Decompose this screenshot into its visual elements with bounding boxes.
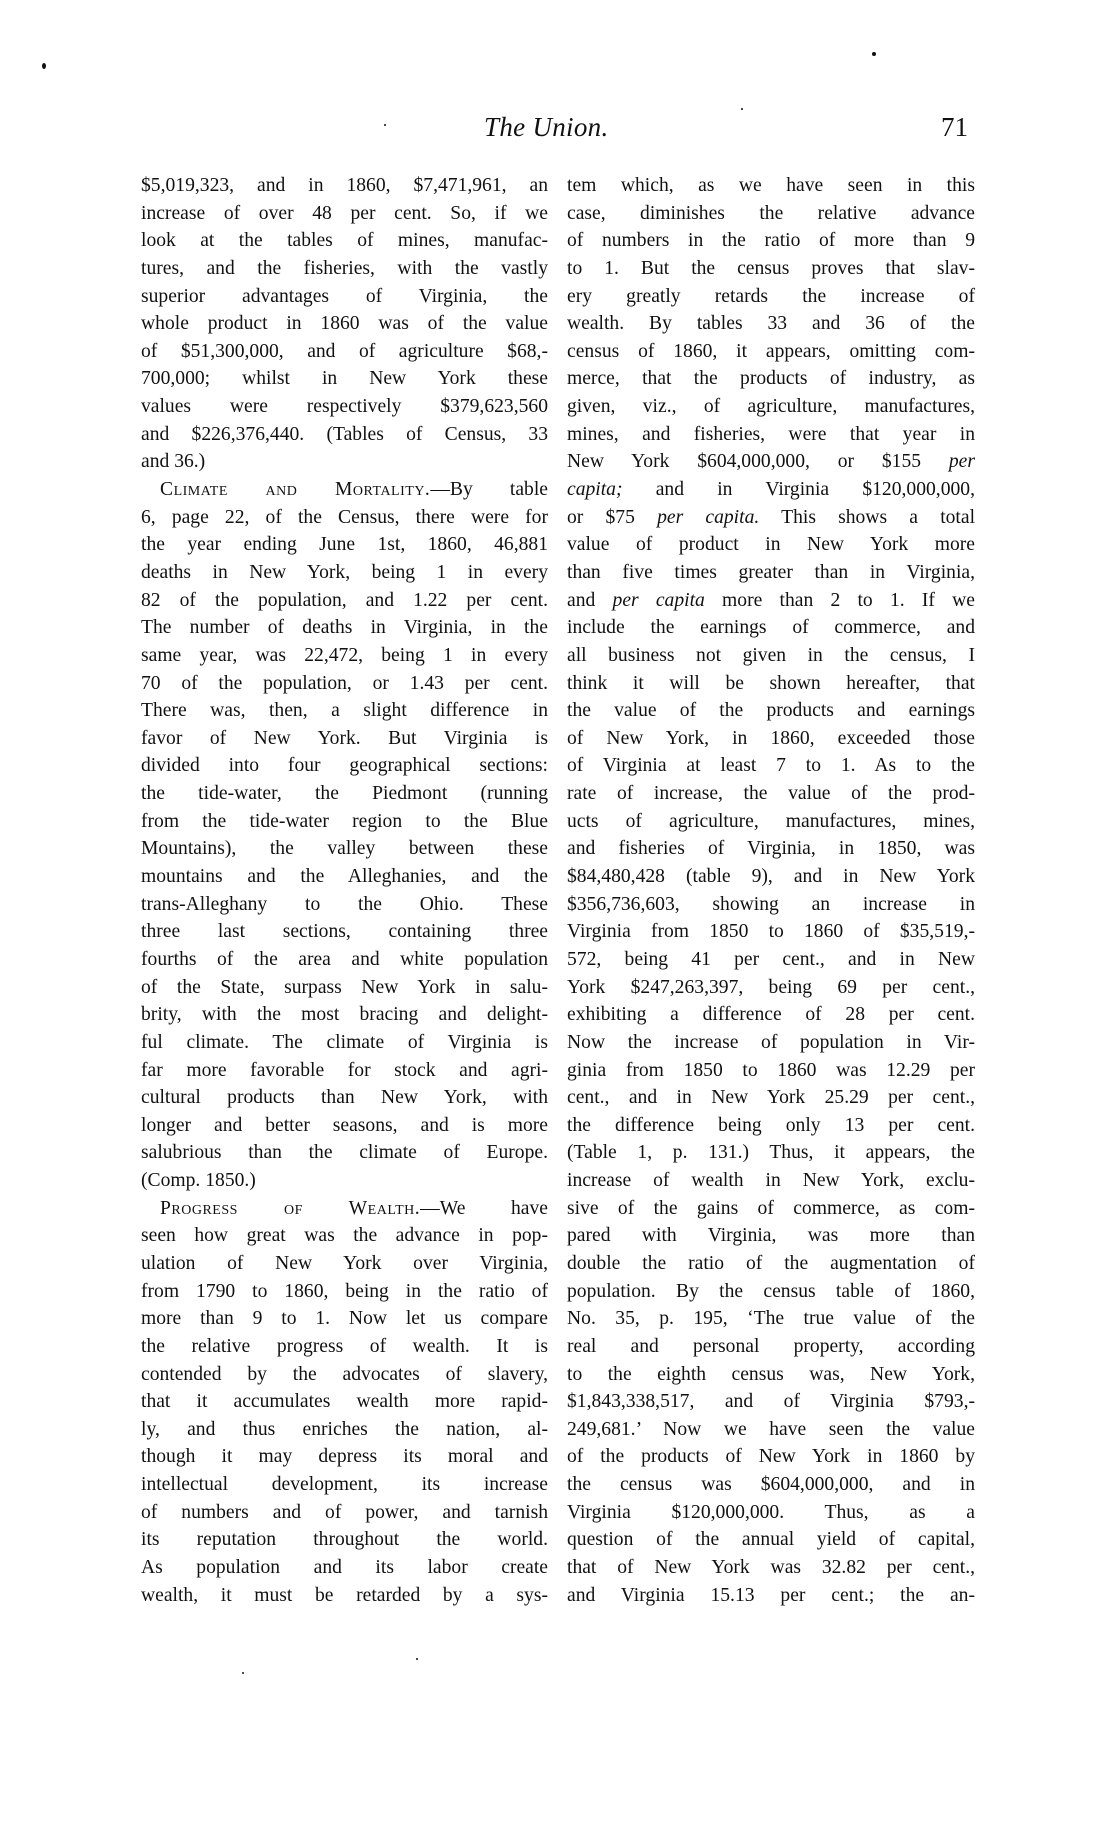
line-text: think it will be shown hereafter, that xyxy=(567,672,975,694)
line-text: the census was $604,000,000, and in xyxy=(567,1474,975,1496)
line-text: ful climate. The climate of Virginia is xyxy=(141,1031,548,1053)
text-line xyxy=(567,974,975,1002)
line-text: to the eighth census was, New York, xyxy=(567,1363,975,1385)
running-title: The Union. xyxy=(484,112,609,142)
line-text: or $75 xyxy=(567,506,658,528)
text-line xyxy=(141,1250,548,1278)
line-text: ucts of agriculture, manufactures, mines, xyxy=(567,810,975,832)
line-text: —By table xyxy=(430,479,548,501)
text-line xyxy=(141,448,548,476)
line-text: tem which, as we have seen in this xyxy=(567,175,975,196)
line-text: of the State, surpass New York in salu- xyxy=(141,976,548,998)
italic-text: per xyxy=(948,451,975,473)
line-text: and $226,376,440. (Tables of Census, 33 xyxy=(141,423,548,445)
running-head xyxy=(0,108,1120,148)
text-line xyxy=(141,1195,548,1223)
line-text: from 1790 to 1860, being in the ratio of xyxy=(141,1280,548,1302)
text-line xyxy=(141,642,548,670)
line-text: wealth. By tables 33 and 36 of the xyxy=(567,313,975,335)
italic-text: capita; xyxy=(567,479,623,501)
text-line xyxy=(141,1388,548,1416)
line-text: more than 2 to 1. If we xyxy=(704,589,975,611)
text-line xyxy=(141,1057,548,1085)
text-line xyxy=(141,1443,548,1471)
text-line xyxy=(567,1001,975,1029)
text-line xyxy=(567,393,975,421)
line-text: tures, and the fisheries, with the vastly xyxy=(141,257,548,279)
text-line xyxy=(141,725,548,753)
line-text: contended by the advocates of slavery, xyxy=(141,1363,548,1385)
line-text: $356,736,603, showing an increase in xyxy=(567,893,975,915)
line-text: brity, with the most bracing and delight- xyxy=(141,1004,548,1026)
text-line xyxy=(567,448,975,476)
text-line xyxy=(141,1001,548,1029)
line-text: and fisheries of Virginia, in 1850, was xyxy=(567,838,975,860)
text-line xyxy=(141,1139,548,1167)
text-line xyxy=(141,1029,548,1057)
text-line xyxy=(141,1416,548,1444)
line-text: pared with Virginia, was more than xyxy=(567,1225,975,1247)
text-line xyxy=(141,283,548,311)
line-text: same year, was 22,472, being 1 in every xyxy=(141,644,548,666)
text-line xyxy=(141,338,548,366)
scan-speck xyxy=(416,1658,418,1660)
line-text: This shows a total xyxy=(759,506,976,528)
line-text: of New York, in 1860, exceeded those xyxy=(567,727,975,749)
right-text-column xyxy=(567,172,975,1609)
line-text: double the ratio of the augmentation of xyxy=(567,1252,975,1274)
text-line xyxy=(567,531,975,559)
text-line xyxy=(141,1084,548,1112)
text-line xyxy=(141,476,548,504)
line-text: its reputation throughout the world. xyxy=(141,1529,548,1551)
line-text: salubrious than the climate of Europe. xyxy=(141,1142,548,1164)
line-text: The number of deaths in Virginia, in the xyxy=(141,617,548,639)
text-line xyxy=(567,1388,975,1416)
line-text: the tide-water, the Piedmont (running xyxy=(141,783,548,805)
text-line xyxy=(141,1305,548,1333)
text-line xyxy=(141,863,548,891)
text-line xyxy=(141,1333,548,1361)
line-text: deaths in New York, being 1 in every xyxy=(141,561,548,583)
scan-speck xyxy=(42,63,46,69)
line-text: $84,480,428 (table 9), and in New York xyxy=(567,866,975,888)
line-text: and in Virginia $120,000,000, xyxy=(622,479,975,501)
scan-speck xyxy=(242,1672,244,1674)
line-text: merce, that the products of industry, as xyxy=(567,368,975,390)
line-text: of numbers in the ratio of more than 9 xyxy=(567,230,975,252)
text-line xyxy=(567,1526,975,1554)
text-line xyxy=(567,338,975,366)
line-text: (Table 1, p. 131.) Thus, it appears, the xyxy=(567,1142,975,1164)
line-text: the relative progress of wealth. It is xyxy=(141,1335,548,1357)
text-line xyxy=(567,670,975,698)
line-text: include the earnings of commerce, and xyxy=(567,617,975,639)
line-text: Now the increase of population in Vir- xyxy=(567,1031,975,1053)
line-text: more than 9 to 1. Now let us compare xyxy=(141,1308,548,1330)
text-line xyxy=(141,559,548,587)
text-line xyxy=(141,1112,548,1140)
italic-text: per capita. xyxy=(657,506,760,528)
text-line xyxy=(141,227,548,255)
line-text: value of product in New York more xyxy=(567,534,975,556)
text-line xyxy=(567,697,975,725)
text-line xyxy=(567,1084,975,1112)
line-text: $5,019,323, and in 1860, $7,471,961, an xyxy=(141,175,548,196)
text-line xyxy=(141,587,548,615)
line-text: case, diminishes the relative advance xyxy=(567,202,975,224)
text-line xyxy=(567,587,975,615)
text-line xyxy=(567,891,975,919)
text-line xyxy=(141,1278,548,1306)
text-line xyxy=(141,1526,548,1554)
section-heading: Climate and Mortality. xyxy=(160,479,431,501)
text-line xyxy=(567,808,975,836)
line-text: 70 of the population, or 1.43 per cent. xyxy=(141,672,548,694)
line-text: No. 35, p. 195, ‘The true value of the xyxy=(567,1308,975,1330)
text-line xyxy=(141,697,548,725)
text-line xyxy=(567,1029,975,1057)
line-text: longer and better seasons, and is more xyxy=(141,1114,548,1136)
text-line xyxy=(567,1250,975,1278)
text-line xyxy=(567,1333,975,1361)
text-line xyxy=(567,1222,975,1250)
text-line xyxy=(567,725,975,753)
line-text: cent., and in New York 25.29 per cent., xyxy=(567,1087,975,1109)
line-text: 572, being 41 per cent., and in New xyxy=(567,948,975,970)
text-line xyxy=(567,504,975,532)
text-line xyxy=(141,200,548,228)
line-text: fourths of the area and white population xyxy=(141,948,548,970)
text-line xyxy=(567,421,975,449)
line-text: that of New York was 32.82 per cent., xyxy=(567,1557,975,1579)
line-text: mountains and the Alleghanies, and the xyxy=(141,866,548,888)
italic-text: per capita xyxy=(612,589,705,611)
line-text: from the tide-water region to the Blue xyxy=(141,810,548,832)
line-text: increase of over 48 per cent. So, if we xyxy=(141,202,548,224)
line-text: intellectual development, its increase xyxy=(141,1474,548,1496)
line-text: favor of New York. But Virginia is xyxy=(141,727,548,749)
line-text: trans-Alleghany to the Ohio. These xyxy=(141,893,548,915)
line-text: increase of wealth in New York, exclu- xyxy=(567,1170,975,1192)
line-text: of $51,300,000, and of agriculture $68,- xyxy=(141,340,548,362)
text-line xyxy=(567,835,975,863)
text-line xyxy=(567,1057,975,1085)
text-line xyxy=(567,614,975,642)
line-text: mines, and fisheries, were that year in xyxy=(567,423,975,445)
line-text: of numbers and of power, and tarnish xyxy=(141,1501,548,1523)
line-text: the year ending June 1st, 1860, 46,881 xyxy=(141,534,548,556)
line-text: Mountains), the valley between these xyxy=(141,838,548,860)
text-line xyxy=(567,559,975,587)
text-line xyxy=(141,172,548,200)
text-line xyxy=(141,393,548,421)
scan-speck xyxy=(872,52,876,56)
line-text: ulation of New York over Virginia, xyxy=(141,1252,548,1274)
line-text: New York $604,000,000, or $155 xyxy=(567,451,949,473)
line-text: 249,681.’ Now we have seen the value xyxy=(567,1418,975,1440)
text-line xyxy=(567,227,975,255)
text-line xyxy=(567,1305,975,1333)
text-line xyxy=(141,1554,548,1582)
line-text: $1,843,338,517, and of Virginia $793,- xyxy=(567,1391,975,1413)
line-text: superior advantages of Virginia, the xyxy=(141,285,548,307)
text-line xyxy=(141,255,548,283)
line-text: look at the tables of mines, manufac- xyxy=(141,230,548,252)
text-line xyxy=(567,1139,975,1167)
text-line xyxy=(141,421,548,449)
page-number: 71 xyxy=(941,112,968,142)
line-text: ery greatly retards the increase of xyxy=(567,285,975,307)
line-text: ginia from 1850 to 1860 was 12.29 per xyxy=(567,1059,975,1081)
text-line xyxy=(567,1278,975,1306)
line-text: 6, page 22, of the Census, there were for xyxy=(141,506,548,528)
line-text: population. By the census table of 1860, xyxy=(567,1280,975,1302)
text-line xyxy=(567,642,975,670)
line-text: of the products of New York in 1860 by xyxy=(567,1446,975,1468)
text-line xyxy=(567,1554,975,1582)
text-line xyxy=(567,310,975,338)
line-text: and 36.) xyxy=(141,451,206,473)
line-text: values were respectively $379,623,560 xyxy=(141,396,548,418)
line-text: wealth, it must be retarded by a sys- xyxy=(141,1584,548,1606)
line-text: 82 of the population, and 1.22 per cent. xyxy=(141,589,548,611)
line-text: —We have xyxy=(420,1197,548,1219)
text-line xyxy=(567,1167,975,1195)
text-line xyxy=(141,670,548,698)
line-text: exhibiting a difference of 28 per cent. xyxy=(567,1004,975,1026)
text-line xyxy=(567,780,975,808)
text-line xyxy=(567,1471,975,1499)
text-line xyxy=(141,835,548,863)
line-text: than five times greater than in Virginia, xyxy=(567,561,975,583)
line-text: sive of the gains of commerce, as com- xyxy=(567,1197,975,1219)
line-text: real and personal property, according xyxy=(567,1335,975,1357)
text-line xyxy=(567,946,975,974)
text-line xyxy=(141,1582,548,1610)
line-text: three last sections, containing three xyxy=(141,921,548,943)
text-line xyxy=(567,863,975,891)
line-text: the difference being only 13 per cent. xyxy=(567,1114,975,1136)
text-line xyxy=(141,1222,548,1250)
line-text: though it may depress its moral and xyxy=(141,1446,548,1468)
line-text: Virginia from 1850 to 1860 of $35,519,- xyxy=(567,921,975,943)
text-line xyxy=(141,946,548,974)
text-line xyxy=(141,1167,548,1195)
line-text: seen how great was the advance in pop- xyxy=(141,1225,548,1247)
text-line xyxy=(141,891,548,919)
line-text: As population and its labor create xyxy=(141,1557,548,1579)
text-line xyxy=(141,365,548,393)
text-line xyxy=(567,752,975,780)
line-text: and Virginia 15.13 per cent.; the an- xyxy=(567,1584,975,1606)
text-line xyxy=(567,255,975,283)
line-text: given, viz., of agriculture, manufactures, xyxy=(567,396,975,418)
text-line xyxy=(141,918,548,946)
line-text: ly, and thus enriches the nation, al- xyxy=(141,1418,548,1440)
text-line xyxy=(567,365,975,393)
text-line xyxy=(567,1195,975,1223)
text-line xyxy=(141,310,548,338)
text-line xyxy=(141,531,548,559)
line-text: that it accumulates wealth more rapid- xyxy=(141,1391,548,1413)
text-line xyxy=(141,752,548,780)
text-line xyxy=(141,1471,548,1499)
text-line xyxy=(141,1361,548,1389)
line-text: cultural products than New York, with xyxy=(141,1087,548,1109)
text-line xyxy=(141,614,548,642)
line-text: Virginia $120,000,000. Thus, as a xyxy=(567,1501,975,1523)
text-line xyxy=(567,918,975,946)
line-text: the value of the products and earnings xyxy=(567,700,975,722)
text-line xyxy=(567,1416,975,1444)
text-line xyxy=(141,974,548,1002)
text-line xyxy=(567,1499,975,1527)
text-line xyxy=(567,1443,975,1471)
text-line xyxy=(567,172,975,200)
text-line xyxy=(567,476,975,504)
line-text: all business not given in the census, I xyxy=(567,644,975,666)
section-heading: Progress of Wealth. xyxy=(160,1197,421,1219)
text-line xyxy=(141,1499,548,1527)
left-text-column xyxy=(141,172,548,1609)
text-line xyxy=(567,1112,975,1140)
line-text: and xyxy=(567,589,613,611)
line-text: far more favorable for stock and agri- xyxy=(141,1059,548,1081)
line-text: question of the annual yield of capital, xyxy=(567,1529,975,1551)
line-text: York $247,263,397, being 69 per cent., xyxy=(567,976,975,998)
line-text: rate of increase, the value of the prod- xyxy=(567,783,975,805)
line-text: of Virginia at least 7 to 1. As to the xyxy=(567,755,975,777)
line-text: whole product in 1860 was of the value xyxy=(141,313,548,335)
line-text: census of 1860, it appears, omitting com- xyxy=(567,340,975,362)
line-text: 700,000; whilst in New York these xyxy=(141,368,548,390)
text-line xyxy=(567,1582,975,1610)
text-line xyxy=(567,283,975,311)
line-text: to 1. But the census proves that slav- xyxy=(567,257,975,279)
line-text: divided into four geographical sections: xyxy=(141,755,548,777)
text-line xyxy=(567,200,975,228)
text-line xyxy=(141,808,548,836)
text-line xyxy=(141,780,548,808)
line-text: (Comp. 1850.) xyxy=(141,1170,256,1192)
text-line xyxy=(141,504,548,532)
text-line xyxy=(567,1361,975,1389)
line-text: There was, then, a slight difference in xyxy=(141,700,548,722)
